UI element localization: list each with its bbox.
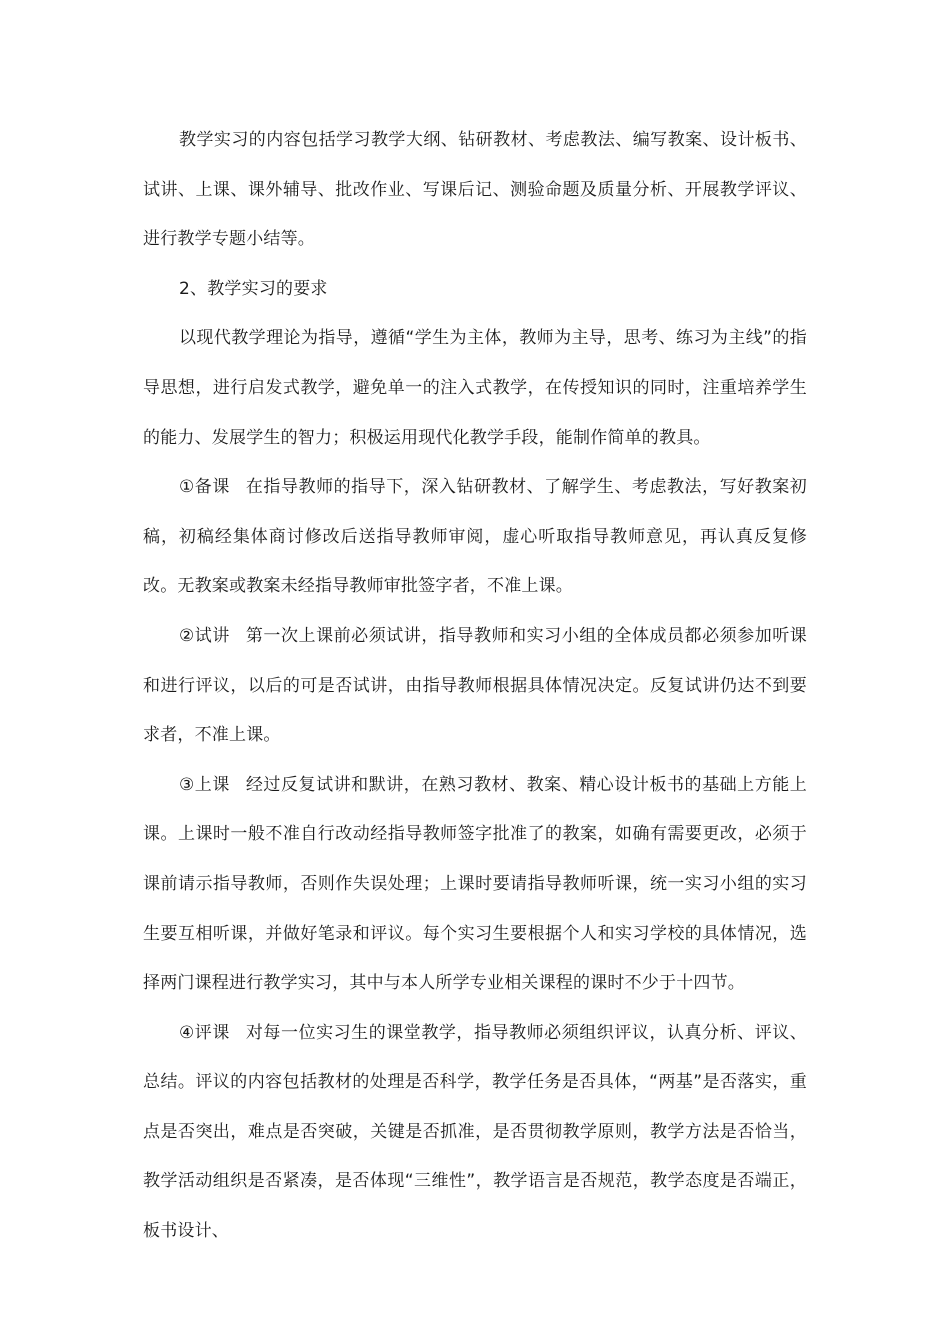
item-text-trial-lecture: 第一次上课前必须试讲，指导教师和实习小组的全体成员都必须参加听课和进行评议，以后的可是否试讲，由指导教师根据具体情况决定。反复试讲仍达不到要求者，不准上课。 — [143, 625, 808, 746]
item-label-trial-lecture: ②试讲 — [179, 625, 230, 646]
item-label-lesson-prep: ①备课 — [179, 477, 230, 498]
item-text-evaluation: 对每一位实习生的课堂教学，指导教师必须组织评议，认真分析、评议、总结。评议的内容包括教材的处理是否科学，教学任务是否具体，“两基”是否落实，重点是否突出，难点是否突破，关键是否抓准，是否贯彻教学原则，教学方法是否恰当，教学活动组织是否紧凑，是否体现“三维性”，教学语言是否规范，教学态度是否端正，板书设计、 — [143, 1022, 808, 1242]
item-label-teaching: ③上课 — [179, 774, 230, 795]
item-text-teaching: 经过反复试讲和默讲，在熟习教材、教案、精心设计板书的基础上方能上课。上课时一般不准自行改动经指导教师签字批准了的教案，如确有需要更改，必须于课前请示指导教师，否则作失误处理；上课时要请指导教师听课，统一实习小组的实习生要互相听课，并做好笔录和评议。每个实习生要根据个人和实习学校的具体情况，选择两门课程进行教学实习，其中与本人所学专业相关课程的课时不少于十四节。 — [143, 774, 808, 994]
paragraph-evaluation — [143, 1009, 807, 1257]
item-label-evaluation: ④评课 — [179, 1022, 230, 1043]
paragraph-guidance: 以现代教学理论为指导，遵循“学生为主体，教师为主导，思考、练习为主线”的指导思想，进行启发式教学，避免单一的注入式教学，在传授知识的同时，注重培养学生的能力、发展学生的智力；积极运用现代化教学手段，能制作简单的教具。 — [143, 328, 807, 448]
paragraph-trial-lecture — [143, 612, 807, 761]
item-text-lesson-prep: 在指导教师的指导下，深入钻研教材、了解学生、考虑教法，写好教案初稿，初稿经集体商讨修改后送指导教师审阅，虚心听取指导教师意见，再认真反复修改。无教案或教案未经指导教师审批签字者，不准上课。 — [143, 477, 808, 597]
section-heading: 2、教学实习的要求 — [179, 278, 328, 299]
document-body — [143, 116, 807, 1257]
paragraph-content-overview: 教学实习的内容包括学习教学大纲、钻研教材、考虑教法、编写教案、设计板书、试讲、上课、课外辅导、批改作业、写课后记、测验命题及质量分析、开展教学评议、进行教学专题小结等。 — [143, 130, 807, 250]
paragraph-lesson-prep — [143, 463, 807, 612]
paragraph-teaching — [143, 761, 807, 1009]
